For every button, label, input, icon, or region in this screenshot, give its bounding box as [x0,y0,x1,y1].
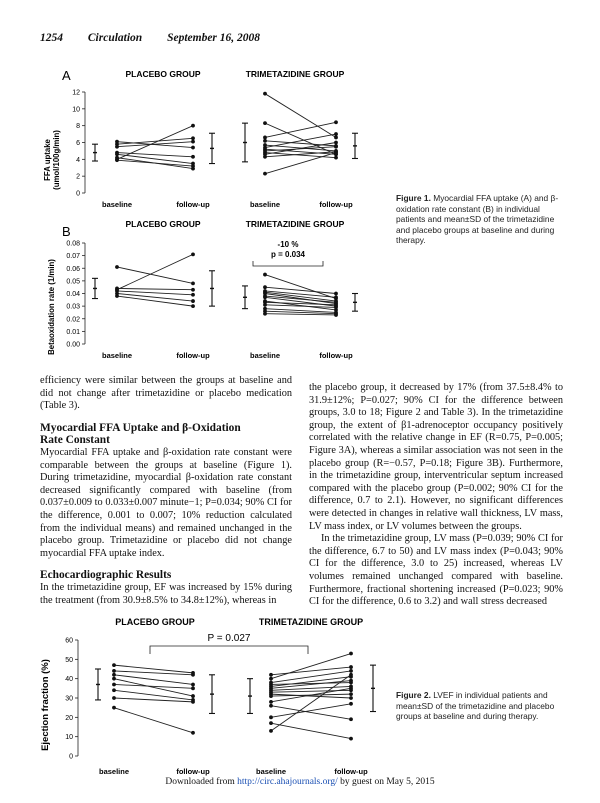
section-heading-ffa-line2: Rate Constant [40,434,110,447]
fig1a-placebo-followup-point [191,136,195,140]
fig1a-tmz-patient-line [265,122,336,137]
fig1b-annotation-pvalue: p = 0.034 [270,250,306,259]
fig1a-placebo-y-tick-label: 6 [76,140,80,147]
fig2-tmz-followup-point [349,696,353,700]
body-left-column [40,375,292,607]
right-paragraph-1: the placebo group, it decreased by 17% (from 37.5±8.4% to 31.9±12%; P=0.027; 90% CI for the difference between groups, 3.0 to 18; Figure 2 and Table 3). In the trimetazidine group, the extent of β1-adrenoceptor occupancy positively correlated with the relative change in EF (R=0.75, P=0.005; Figure 3A), whereas a similar association was not seen in the placebo group (R=−0.57, P=0.18; Figure 3B). Furthermore, in the trimetazidine group, interventricular septum increased compared with the placebo group (P=0.002; 90% CI for the difference, 0.7 to 2.1). However, no significant differences were detected in changes in relative wall thickness, LV mass, LV mass index, or LV volumes between the groups. [309,382,563,532]
footer-prefix: Downloaded from [165,777,238,787]
figure-1-caption [396,193,566,246]
fig2-tmz-baseline-point [269,673,273,677]
fig1b-placebo-followup-point [191,299,195,303]
journal-name: Circulation [87,32,143,44]
fig1b-tmz-baseline-point [263,295,267,299]
fig1b-tmz-baseline-point [263,312,267,316]
fig2-placebo-patient-line [114,675,193,685]
fig1a-placebo-followup-point [191,155,195,159]
fig1b-placebo-y-tick-label: 0.01 [66,328,80,336]
fig2-placebo-baseline-point [112,706,116,710]
fig1a-tmz-followup-point [334,141,338,145]
fig2-xlabel-baseline-placebo: baseline [98,767,130,776]
fig2-tmz-baseline-point [269,729,273,733]
fig1b-xlabel-baseline-tmz: baseline [249,351,281,360]
fig2-tmz-patient-line [271,667,351,675]
fig1b-placebo-patient-line [117,254,193,289]
fig1b-ylabel: Betaoxidation rate (1/min) [47,259,56,355]
fig1a-tmz-baseline-point [263,155,267,159]
fig1a-tmz-baseline-point [263,136,267,140]
fig1a-tmz-followup-point [334,151,338,155]
fig2-placebo-baseline-point [112,688,116,692]
fig1a-placebo-y-tick-label: 2 [76,173,80,181]
fig1a-placebo-y-tick-label: 4 [76,156,80,164]
fig1a-tmz-patient-line [265,94,336,138]
fig1a-placebo-followup-point [191,140,195,144]
download-footer [0,777,600,787]
fig2-tmz-followup-point [349,673,353,677]
fig1a-placebo-patient-line [117,160,193,166]
fig1b-trimetazidine-title: TRIMETAZIDINE GROUP [245,219,345,229]
fig2-tmz-patient-line [271,671,351,683]
fig1a-placebo-baseline-point [115,145,119,149]
fig2-tmz-followup-point [349,702,353,706]
fig1a-tmz-baseline-point [263,92,267,96]
fig1a-ylabel-1: FFA uptake [43,139,52,181]
fig2-tmz-baseline-point [269,715,273,719]
fig1a-xlabel-baseline-tmz: baseline [249,200,281,209]
fig2-placebo-title: PLACEBO GROUP [115,617,195,627]
fig1a-placebo-patient-line [117,138,193,144]
fig1a-placebo-followup-point [191,146,195,150]
fig2-placebo-patient-line [114,708,193,733]
panel-a-label: A [62,68,71,83]
figure-2 [40,610,390,780]
fig1b-xlabel-baseline-placebo: baseline [101,351,133,360]
fig1b-placebo-title: PLACEBO GROUP [125,219,201,229]
fig2-tmz-followup-point [349,652,353,656]
fig1b-xlabel-followup-placebo: follow-up [176,351,210,360]
fig1a-tmz-followup-point [334,132,338,136]
fig2-placebo-y-tick-label: 50 [65,656,73,664]
fig1b-tmz-baseline-point [263,285,267,289]
fig2-xlabel-baseline-tmz: baseline [255,767,287,776]
page-number: 1254 [40,32,63,44]
fig2-placebo-y-tick-label: 0 [69,753,73,761]
fig1b-tmz-followup-point [334,305,338,309]
right-paragraph-2: In the trimetazidine group, LV mass (P=0.039; 90% CI for the difference, 6.7 to 50) and LV mass index (P=0.043; 90% CI for the difference, 3.0 to 25) increased, whereas LV volumes remained unchanged compared with baseline. Furthermore, fractional shortening increased (P=0.023; 90% CI for the difference, 0.6 to 3.2) and wall stress decreased [309,533,563,608]
fig1b-placebo-patient-line [117,267,193,283]
fig1a-placebo-followup-point [191,124,195,128]
left-paragraph-3: In the trimetazidine group, EF was increased by 15% during the treatment (from 30.9±8.5% to 34.8±12%), whereas in [40,581,292,606]
fig2-placebo-y-tick-label: 10 [65,734,73,742]
fig1b-placebo-followup-point [191,293,195,297]
fig1b-placebo-followup-point [191,304,195,308]
left-paragraph-2: Myocardial FFA uptake and β-oxidation rate constant were comparable between the groups at baseline (Figure 1). During trimetazidine, myocardial β-oxidation rate constant decreased significantly compared with baseline (from 0.037±0.009 to 0.033±0.007 minute−1; P=0.034; 90% CI for the difference, 0.001 to 0.007; 10% reduction calculated from the individual means) and remained unchanged in the placebo group. Trimetazidine or placebo did not change myocardial FFA uptake index. [40,446,292,559]
figure-2-caption-text: LVEF in individual patients and mean±SD of the trimetazidine and placebo groups at baseline and during therapy. [396,690,555,722]
fig2-placebo-y-tick-label: 60 [65,637,73,645]
fig2-tmz-followup-point [349,686,353,690]
fig1a-placebo-y-tick-label: 0 [76,190,80,198]
panel-b-label: B [62,224,71,239]
fig1b-placebo-y-tick-label: 0.03 [66,303,80,311]
fig1a-placebo-title: PLACEBO GROUP [125,69,201,79]
fig2-tmz-followup-point [349,692,353,696]
fig1a-xlabel-baseline-placebo: baseline [101,200,133,209]
fig1b-tmz-patient-line [265,314,336,315]
fig1b-placebo-baseline-point [115,294,119,298]
fig1a-tmz-baseline-point [263,139,267,143]
fig2-placebo-baseline-point [112,677,116,681]
fig1b-placebo-y-tick-label: 0.06 [66,265,80,273]
fig2-placebo-followup-point [191,731,195,735]
fig1b-tmz-baseline-point [263,273,267,277]
fig2-placebo-y-tick-label: 40 [65,676,73,684]
fig2-placebo-baseline-point [112,673,116,677]
fig1a-ylabel-2: (umol/100g/min) [52,130,61,190]
fig1b-tmz-baseline-point [263,303,267,307]
fig1b-annotation-bracket [253,261,323,266]
fig1a-placebo-followup-point [191,164,195,168]
figure-1-caption-text: Myocardial FFA uptake (A) and β-oxidation rate constant (B) in individual patients and mean±SD of the trimetazidine and placebo groups at baseline and during therapy. [396,193,559,246]
footer-link[interactable]: http://circ.ahajournals.org/ [237,777,338,787]
fig1b-tmz-patient-line [265,302,336,305]
fig1a-tmz-followup-point [334,120,338,124]
section-heading-echo: Echocardiographic Results [40,569,172,582]
fig1b-placebo-patient-line [117,288,193,289]
fig1a-tmz-baseline-point [263,172,267,176]
fig1a-placebo-baseline-point [115,158,119,162]
fig2-tmz-baseline-point [269,677,273,681]
fig2-tmz-patient-line [271,723,351,738]
fig1a-tmz-baseline-point [263,121,267,125]
fig2-tmz-baseline-point [269,704,273,708]
fig2-placebo-baseline-point [112,683,116,687]
fig2-tmz-patient-line [271,654,351,679]
footer-suffix: by guest on May 5, 2015 [337,777,435,787]
left-paragraph-1: efficiency were similar between the groups at baseline and did not change after trimetazidine or placebo medication (Table 3). [40,375,292,412]
fig1a-trimetazidine-title: TRIMETAZIDINE GROUP [245,69,345,79]
fig1b-tmz-followup-point [334,292,338,296]
fig2-placebo-followup-point [191,694,195,698]
fig1a-tmz-followup-point [334,156,338,160]
fig1b-placebo-followup-point [191,288,195,292]
fig2-placebo-y-tick-label: 20 [65,714,73,722]
fig2-tmz-followup-point [349,665,353,669]
fig1a-placebo-baseline-point [115,152,119,156]
figure-2-caption [396,690,566,722]
figure-1 [40,60,380,365]
fig2-xlabel-followup-tmz: follow-up [334,767,368,776]
fig1a-placebo-y-tick-label: 8 [76,123,80,131]
fig2-tmz-followup-point [349,737,353,741]
fig1a-tmz-followup-point [334,145,338,149]
fig1b-annotation-percent: -10 % [277,240,299,249]
fig1b-placebo-y-tick-label: 0.02 [66,316,80,324]
fig1a-placebo-y-tick-label: 12 [72,89,80,97]
fig2-tmz-patient-line [271,704,351,718]
fig2-tmz-followup-point [349,679,353,683]
fig1a-xlabel-followup-placebo: follow-up [176,200,210,209]
fig1b-tmz-patient-line [265,287,336,293]
fig1b-placebo-followup-point [191,282,195,286]
fig2-tmz-followup-point [349,717,353,721]
fig2-tmz-followup-point [349,669,353,673]
issue-date: September 16, 2008 [167,32,261,44]
fig2-tmz-patient-line [271,706,351,720]
fig2-placebo-followup-point [191,673,195,677]
fig1b-tmz-followup-point [334,313,338,317]
fig2-pvalue: P = 0.027 [207,633,251,644]
fig2-placebo-followup-point [191,686,195,690]
fig2-ylabel: Ejection fraction (%) [40,659,51,751]
fig1b-placebo-y-tick-label: 0.08 [66,240,80,248]
fig1b-placebo-baseline-point [115,265,119,269]
fig1a-placebo-y-tick-label: 10 [72,106,80,114]
figure-1-caption-label: Figure 1. [396,193,431,203]
fig2-placebo-followup-point [191,683,195,687]
fig1b-placebo-y-tick-label: 0.07 [66,253,80,261]
fig2-tmz-baseline-point [269,694,273,698]
section-heading-ffa-line1: Myocardial FFA Uptake and β-Oxidation [40,421,241,434]
fig2-placebo-baseline-point [112,696,116,700]
fig1a-xlabel-followup-tmz: follow-up [319,200,353,209]
fig2-placebo-baseline-point [112,663,116,667]
fig2-placebo-y-tick-label: 30 [65,695,73,703]
fig1b-placebo-followup-point [191,252,195,256]
fig1b-placebo-y-tick-label: 0.00 [66,341,80,349]
fig1b-placebo-y-tick-label: 0.04 [66,291,80,298]
figure-2-caption-label: Figure 2. [396,690,431,700]
fig2-pvalue-bracket [150,646,308,654]
fig1b-placebo-y-tick-label: 0.05 [66,278,80,286]
fig2-placebo-baseline-point [112,669,116,673]
fig2-plot-area [65,638,376,761]
fig2-tmz-baseline-point [269,721,273,725]
fig2-placebo-followup-point [191,700,195,704]
fig2-trimetazidine-title: TRIMETAZIDINE GROUP [258,617,364,627]
fig2-tmz-baseline-point [269,700,273,704]
fig1b-tmz-followup-point [334,295,338,299]
fig2-xlabel-followup-placebo: follow-up [176,767,210,776]
body-right-column [309,382,563,609]
fig1a-tmz-followup-point [334,136,338,140]
running-header [40,32,282,44]
fig1b-xlabel-followup-tmz: follow-up [319,351,353,360]
